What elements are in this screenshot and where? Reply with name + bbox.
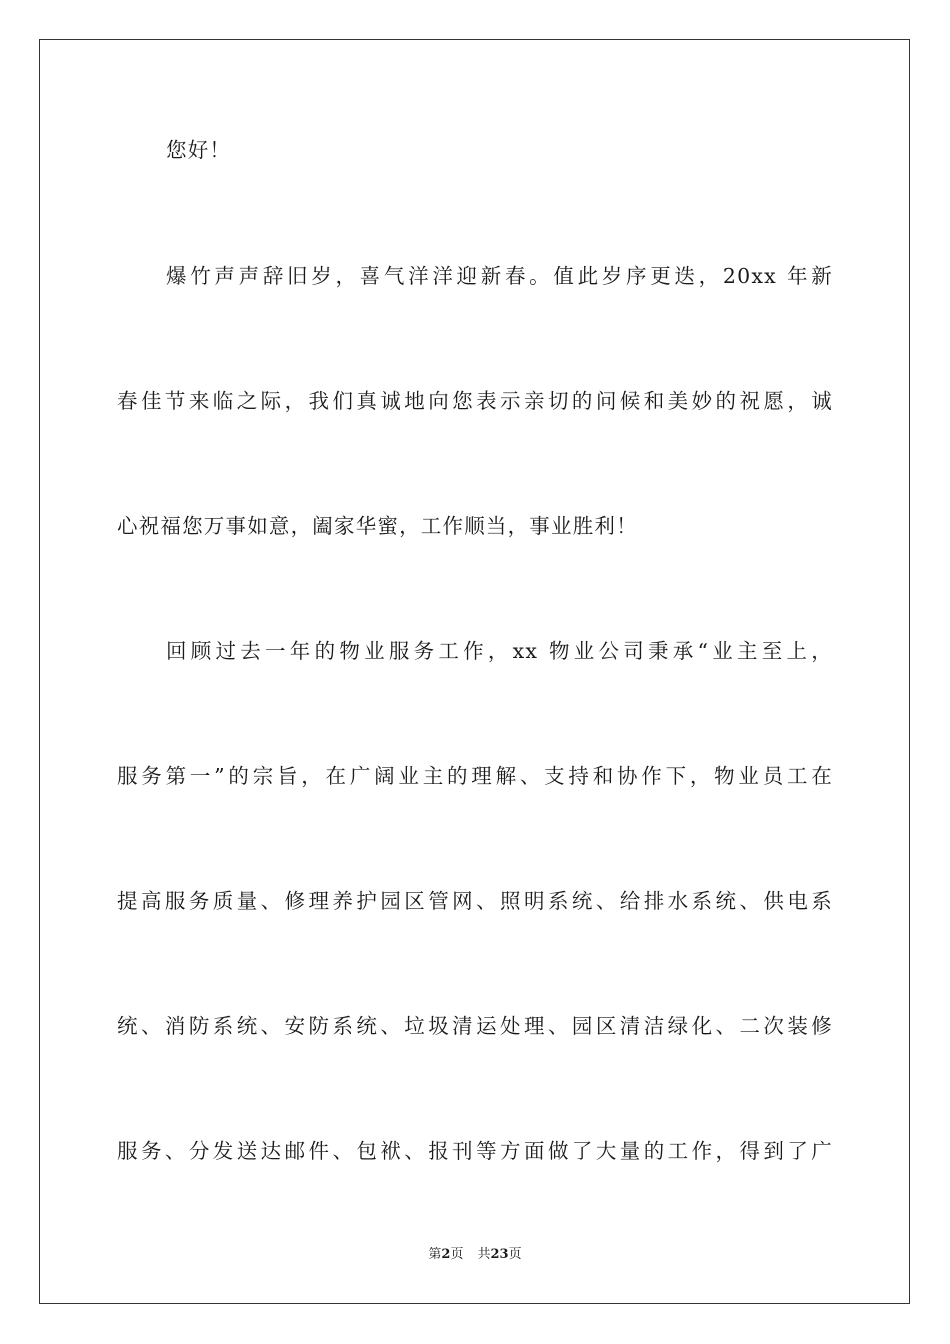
footer-total-prefix: 共 [477,1247,491,1262]
footer-page-total: 23 [490,1247,509,1262]
footer-page-suffix: 页 [450,1247,464,1262]
paragraph-1-line-2: 春佳节来临之际，我们真诚地向您表示亲切的问候和美妙的祝愿，诚 [117,389,833,413]
footer-page-current: 2 [441,1247,451,1262]
paragraph-2-line-2: 服务第一”的宗旨，在广阔业主的理解、支持和协作下，物业员工在 [117,764,833,788]
paragraph-2-line-5: 服务、分发送达邮件、包袱、报刊等方面做了大量的工作，得到了广 [117,1139,833,1163]
greeting-line: 您好！ [166,138,232,162]
page-footer [0,1246,950,1264]
paragraph-2-line-4: 统、消防系统、安防系统、垃圾清运处理、园区清洁绿化、二次装修 [117,1014,833,1038]
paragraph-2-line-1: 回顾过去一年的物业服务工作，xx 物业公司秉承“业主至上， [166,639,833,663]
page-border [39,39,910,1304]
footer-total-suffix: 页 [508,1247,522,1262]
paragraph-2-line-3: 提高服务质量、修理养护园区管网、照明系统、给排水系统、供电系 [117,889,833,913]
footer-page-prefix: 第 [428,1247,442,1262]
paragraph-1-line-3: 心祝福您万事如意，阖家华蜜，工作顺当，事业胜利！ [117,514,638,538]
paragraph-1-line-1: 爆竹声声辞旧岁，喜气洋洋迎新春。值此岁序更迭，20xx 年新 [166,264,833,288]
